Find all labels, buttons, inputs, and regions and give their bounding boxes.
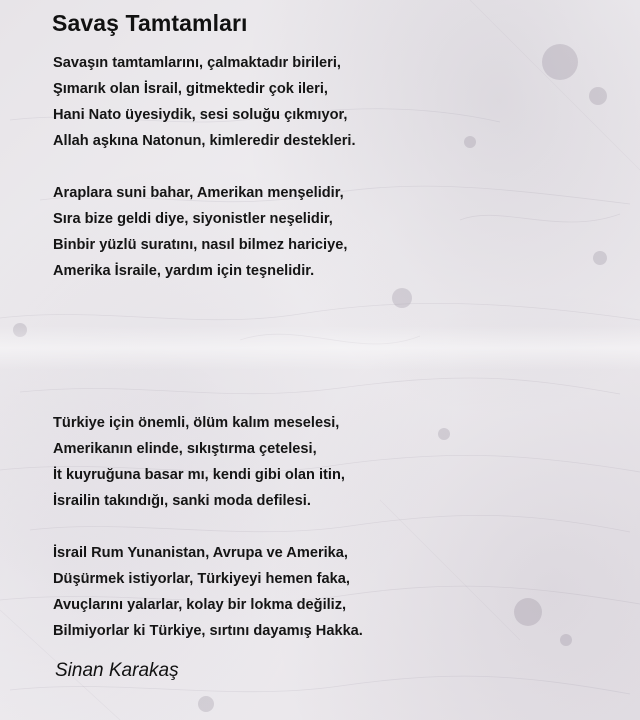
stanza-1 bbox=[53, 50, 356, 154]
poem-line: Sıra bize geldi diye, siyonistler neşelidir, bbox=[53, 211, 333, 227]
stanza-4 bbox=[53, 540, 363, 644]
poem-line: Savaşın tamtamlarını, çalmaktadır birileri, bbox=[53, 55, 341, 71]
poem-line: İsrail Rum Yunanistan, Avrupa ve Amerika, bbox=[53, 545, 348, 561]
poem-line: İsrailin takındığı, sanki moda defilesi. bbox=[53, 493, 311, 509]
poem-line: Bilmiyorlar ki Türkiye, sırtını dayamış Hakka. bbox=[53, 623, 363, 639]
poem-line: Hani Nato üyesiydik, sesi soluğu çıkmıyor, bbox=[53, 107, 348, 123]
poem-line: Türkiye için önemli, ölüm kalım meselesi, bbox=[53, 415, 340, 431]
poem-line: Amerika İsraile, yardım için teşnelidir. bbox=[53, 263, 315, 279]
poem-line: Düşürmek istiyorlar, Türkiyeyi hemen faka, bbox=[53, 571, 350, 587]
stanza-3 bbox=[53, 410, 345, 514]
poem-line: Şımarık olan İsrail, gitmektedir çok ileri, bbox=[53, 81, 328, 97]
poem-line: Amerikanın elinde, sıkıştırma çetelesi, bbox=[53, 441, 317, 457]
poem-line: Avuçlarını yalarlar, kolay bir lokma değiliz, bbox=[53, 597, 347, 613]
poem-line: Araplara suni bahar, Amerikan menşelidir, bbox=[53, 185, 344, 201]
poem-line: İt kuyruğuna basar mı, kendi gibi olan itin, bbox=[53, 467, 345, 483]
poem-title: Savaş Tamtamları bbox=[52, 10, 248, 36]
poem-line: Allah aşkına Natonun, kimleredir destekleri. bbox=[53, 133, 356, 149]
poem-line: Binbir yüzlü suratını, nasıl bilmez hariciye, bbox=[53, 237, 348, 253]
poem-author: Sinan Karakaş bbox=[55, 660, 179, 681]
stanza-2 bbox=[53, 180, 347, 284]
